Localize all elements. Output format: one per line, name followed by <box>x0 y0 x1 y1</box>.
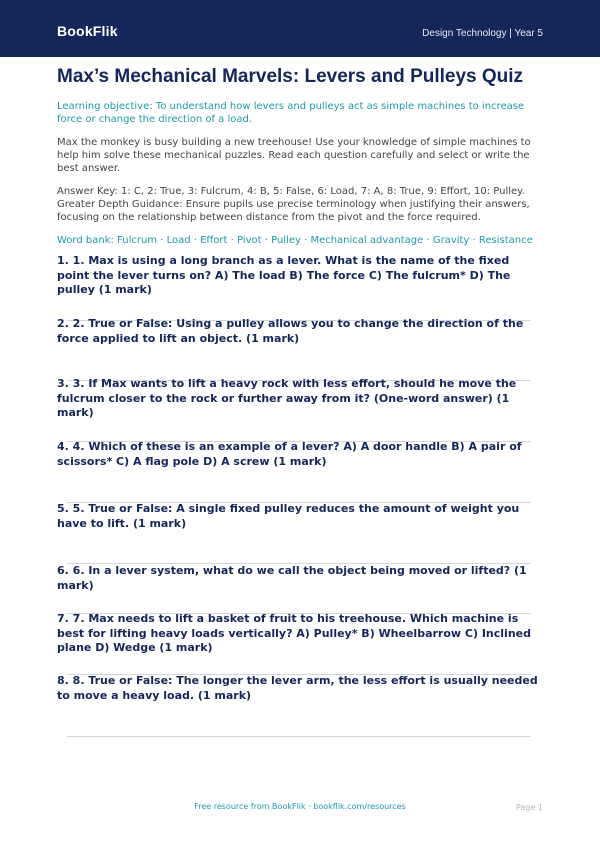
learning-objective: Learning objective: To understand how levers and pulleys act as simple machines to increase force or change the direction of a load. <box>57 101 525 125</box>
question-7: 7. 7. Max needs to lift a basket of fruit to his treehouse. Which machine is best for lifting heavy loads vertically? A) Pulley* B) Wheelbarrow C) Inclined plane D) Wedge (1 mark) <box>57 612 531 654</box>
footer-credit[interactable]: Free resource from BookFlik · bookflik.com/resources <box>194 802 406 811</box>
question-8: 8. 8. True or False: The longer the lever arm, the less effort is usually needed to move a heavy load. (1 mark) <box>57 674 538 702</box>
word-bank: Word bank: Fulcrum · Load · Effort · Pivot · Pulley · Mechanical advantage · Gravity · Resistance <box>57 235 533 246</box>
page-number: Page 1 <box>516 803 543 812</box>
subject-year-label: Design Technology | Year 5 <box>422 28 543 39</box>
question-5: 5. 5. True or False: A single fixed pulley reduces the amount of weight you have to lift. (1 mark) <box>57 502 520 530</box>
answer-line-8[interactable] <box>67 736 531 737</box>
page-title: Max’s Mechanical Marvels: Levers and Pulleys Quiz <box>57 66 524 87</box>
answer-key: Answer Key: 1: C, 2: True, 3: Fulcrum, 4: B, 5: False, 6: Load, 7: A, 8: True, 9: Effort, 10: Pulley. Greater Depth Guidance: Ensure pupils use precise terminology when justifying their answers, focusing on the relationship between distance from the pivot and the force required. <box>57 186 530 223</box>
question-3: 3. 3. If Max wants to lift a heavy rock with less effort, should he move the fulcrum closer to the rock or further away from it? (One-word answer) (1 mark) <box>57 377 517 419</box>
intro-text: Max the monkey is busy building a new treehouse! Use your knowledge of simple machines to help him solve these mechanical puzzles. Read each question carefully and select or write the best answer. <box>57 137 531 174</box>
intro-section <box>57 66 543 247</box>
question-6: 6. 6. In a lever system, what do we call the object being moved or lifted? (1 mark) <box>57 564 527 592</box>
brand-logo[interactable]: BookFlik <box>57 23 118 39</box>
header-bar <box>0 0 600 57</box>
question-1: 1. 1. Max is using a long branch as a lever. What is the name of the fixed point the lever turns on? A) The load B) The force C) The fulcrum* D) The pulley (1 mark) <box>57 254 511 296</box>
question-2: 2. 2. True or False: Using a pulley allows you to change the direction of the force applied to lift an object. (1 mark) <box>57 317 524 345</box>
question-4: 4. 4. Which of these is an example of a lever? A) A door handle B) A pair of scissors* C) A flag pole D) A screw (1 mark) <box>57 440 522 468</box>
